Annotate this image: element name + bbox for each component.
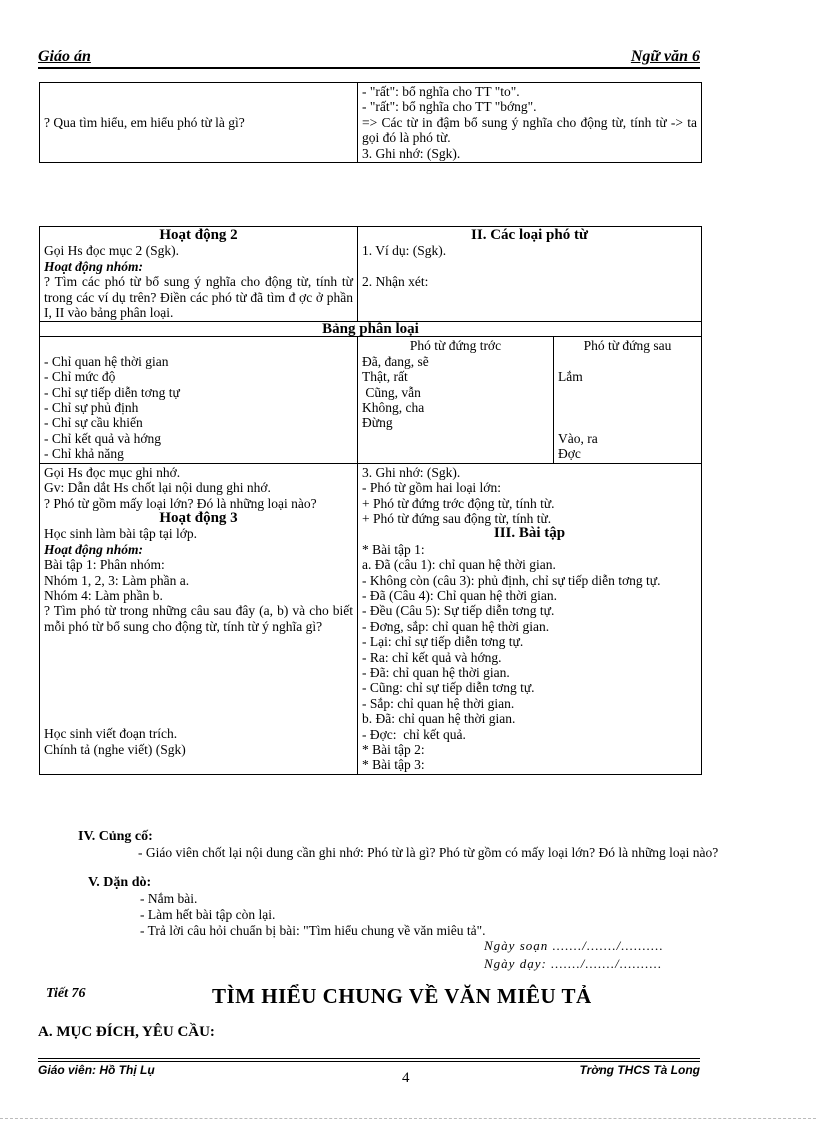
footer-teacher: Giáo viên: Hồ Thị Lụ xyxy=(38,1063,155,1077)
activity3-title: Hoạt động 3 xyxy=(159,509,238,526)
lesson-title: TÌM HIỂU CHUNG VỀ VĂN MIÊU TẢ xyxy=(212,984,592,1008)
exercise-line: a. Đã (câu 1): chỉ quan hệ thời gian. xyxy=(362,557,556,573)
table-phrase-definition xyxy=(39,82,702,163)
homework-title: V. Dặn dò: xyxy=(88,875,152,890)
homework-item: - Trả lời câu hỏi chuẩn bị bài: "Tìm hiểu chung về văn miêu tả". xyxy=(140,923,486,938)
section-iii-title: III. Bài tập xyxy=(493,525,566,542)
group-label: Hoạt động nhóm: xyxy=(44,541,144,557)
section-ii-title: II. Các loại phó từ xyxy=(471,227,588,243)
before-item: Không, cha xyxy=(362,400,425,416)
before-item: Cũng, vẫn xyxy=(362,384,421,400)
date-taught: Ngày dạy: ......./......./.......... xyxy=(484,956,663,971)
homework-list xyxy=(140,891,485,939)
bottom-left-cell xyxy=(40,463,358,774)
exercise-line: * Bài tập 3: xyxy=(362,757,425,773)
question-cell xyxy=(40,83,358,163)
question-text: ? Qua tìm hiểu, em hiểu phó từ là gì? xyxy=(44,114,245,130)
exercise-line: * Bài tập 1: xyxy=(362,541,425,557)
col-after-header: Phó từ đứng sau xyxy=(583,338,672,354)
assign-line: Nhóm 4: Làm phần b. xyxy=(44,587,163,603)
memo-line: + Phó từ đứng trớc động từ, tính từ. xyxy=(362,495,555,511)
answer-line: - "rất": bổ nghĩa cho TT "to". xyxy=(362,84,520,99)
footer-school: Trờng THCS Tà Long xyxy=(579,1063,700,1077)
answer-line: => Các từ in đậm bổ sung ý nghĩa cho động từ, tính từ -> ta gọi đó là phó từ. xyxy=(362,114,697,146)
meaning-item: - Chỉ mức độ xyxy=(44,369,116,385)
answer-line: - "rất": bổ nghĩa cho TT "bớng". xyxy=(362,99,537,115)
table-activities xyxy=(39,226,702,775)
page-bottom-divider xyxy=(0,1118,816,1119)
homework-item: - Nắm bài. xyxy=(140,891,198,906)
activity2-title: Hoạt động 2 xyxy=(159,227,238,243)
consolidation-title: IV. Củng cố: xyxy=(78,829,153,844)
end-line: Chính tả (nghe viết) (Sgk) xyxy=(44,741,186,757)
activity2-line: Gọi Hs đọc mục 2 (Sgk). xyxy=(44,243,179,259)
meaning-item: - Chỉ sự phủ định xyxy=(44,400,139,416)
activity2-task: ? Tìm các phó từ bổ sung ý nghĩa cho động từ, tính từ trong các ví dụ trên? Điền các phó từ đã tìm đ ợc ở phần I, II vào bảng phân loại. xyxy=(44,274,353,321)
footer-rule xyxy=(38,1058,700,1059)
date-prepared: Ngày soạn ......./......./.......... xyxy=(484,938,664,953)
exercise-line: - Đã (Câu 4): Chỉ quan hệ thời gian. xyxy=(362,587,557,603)
exercise-task: ? Tìm phó từ trong những câu sau đây (a, b) và cho biết mỗi phó từ bổ sung cho động từ, tính từ ý nghĩa gì? xyxy=(44,603,353,634)
after-item: Vào, ra xyxy=(558,430,598,446)
observation-line: 2. Nhận xét: xyxy=(362,273,429,289)
end-line: Học sinh viết đoạn trích. xyxy=(44,726,178,742)
meaning-item: - Chỉ kết quả và hớng xyxy=(44,430,161,446)
exercise-line: - Lại: chỉ sự tiếp diễn tơng tự. xyxy=(362,634,524,650)
activity2-right-cell xyxy=(358,227,702,322)
exercise-line: - Đều (Câu 5): Sự tiếp diễn tơng tự. xyxy=(362,603,555,619)
meaning-item: - Chỉ khả năng xyxy=(44,446,124,462)
classification-after xyxy=(554,337,702,463)
classification-title: Bảng phân loại xyxy=(40,322,702,337)
teacher-step: Gv: Dẫn dắt Hs chốt lại nội dung ghi nhớ. xyxy=(44,480,271,496)
header-right: Ngữ văn 6 xyxy=(630,48,700,65)
activity2-left-cell xyxy=(40,227,358,322)
exercise-line: - Đơng, sắp: chỉ quan hệ thời gian. xyxy=(362,618,550,634)
classification-meanings xyxy=(40,337,358,463)
footer-rule xyxy=(38,1061,700,1062)
example-line: 1. Ví dụ: (Sgk). xyxy=(362,243,447,259)
exercise-line: b. Đã: chỉ quan hệ thời gian. xyxy=(362,711,516,727)
assign-line: Bài tập 1: Phân nhóm: xyxy=(44,557,165,573)
exercise-line: - Không còn (câu 3): phủ định, chỉ sự tiếp diễn tơng tự. xyxy=(362,572,661,588)
homework-item: - Làm hết bài tập còn lại. xyxy=(140,907,276,922)
exercise-line: - Đã: chỉ quan hệ thời gian. xyxy=(362,664,510,680)
page-number: 4 xyxy=(402,1070,410,1086)
meaning-item: - Chỉ sự tiếp diễn tơng tự xyxy=(44,384,180,400)
memo-line: 3. Ghi nhớ: (Sgk). xyxy=(362,464,461,480)
memo-line: - Phó từ gồm hai loại lớn: xyxy=(362,480,501,496)
after-item: Lắm xyxy=(558,369,583,385)
memo-question: ? Phó từ gồm mấy loại lớn? Đó là những loại nào? xyxy=(44,495,317,511)
answer-cell xyxy=(358,83,702,163)
bottom-right-cell xyxy=(358,463,702,774)
before-item: Đừng xyxy=(362,415,393,431)
assign-line: Nhóm 1, 2, 3: Làm phần a. xyxy=(44,572,190,588)
before-item: Đã, đang, sẽ xyxy=(362,353,429,369)
meaning-item: - Chỉ sự cầu khiến xyxy=(44,415,143,431)
meaning-item: - Chỉ quan hệ thời gian xyxy=(44,353,169,369)
exercise-line: - Đợc: chỉ kết quả. xyxy=(362,726,466,742)
group-label: Hoạt động nhóm: xyxy=(44,258,144,274)
col-before-header: Phó từ đứng trớc xyxy=(409,338,502,354)
header-rule xyxy=(38,67,700,69)
exercise-line: - Sắp: chỉ quan hệ thời gian. xyxy=(362,695,515,711)
exercise-line: * Bài tập 2: xyxy=(362,742,425,757)
before-item: Thật, rất xyxy=(362,369,408,385)
memo-line: + Phó từ đứng sau động từ, tính từ. xyxy=(362,510,552,526)
after-item: Đợc xyxy=(558,446,581,462)
exercise-line: - Cũng: chỉ sự tiếp diễn tơng tự. xyxy=(362,680,535,696)
header-left: Giáo án xyxy=(38,48,91,65)
consolidation-text: - Giáo viên chốt lại nội dung cần ghi nhớ: Phó từ là gì? Phó từ gồm có mấy loại lớn? Đó là những loại nào? xyxy=(138,845,719,860)
classification-before xyxy=(358,337,554,463)
lesson-number: Tiết 76 xyxy=(46,986,86,1001)
exercise-line: - Ra: chỉ kết quả và hớng. xyxy=(362,649,502,665)
activity3-intro: Học sinh làm bài tập tại lớp. xyxy=(44,526,197,542)
section-a-title: A. MỤC ĐÍCH, YÊU CẦU: xyxy=(38,1024,215,1040)
answer-line: 3. Ghi nhớ: (Sgk). xyxy=(362,145,461,161)
teacher-step: Gọi Hs đọc mục ghi nhớ. xyxy=(44,464,181,480)
